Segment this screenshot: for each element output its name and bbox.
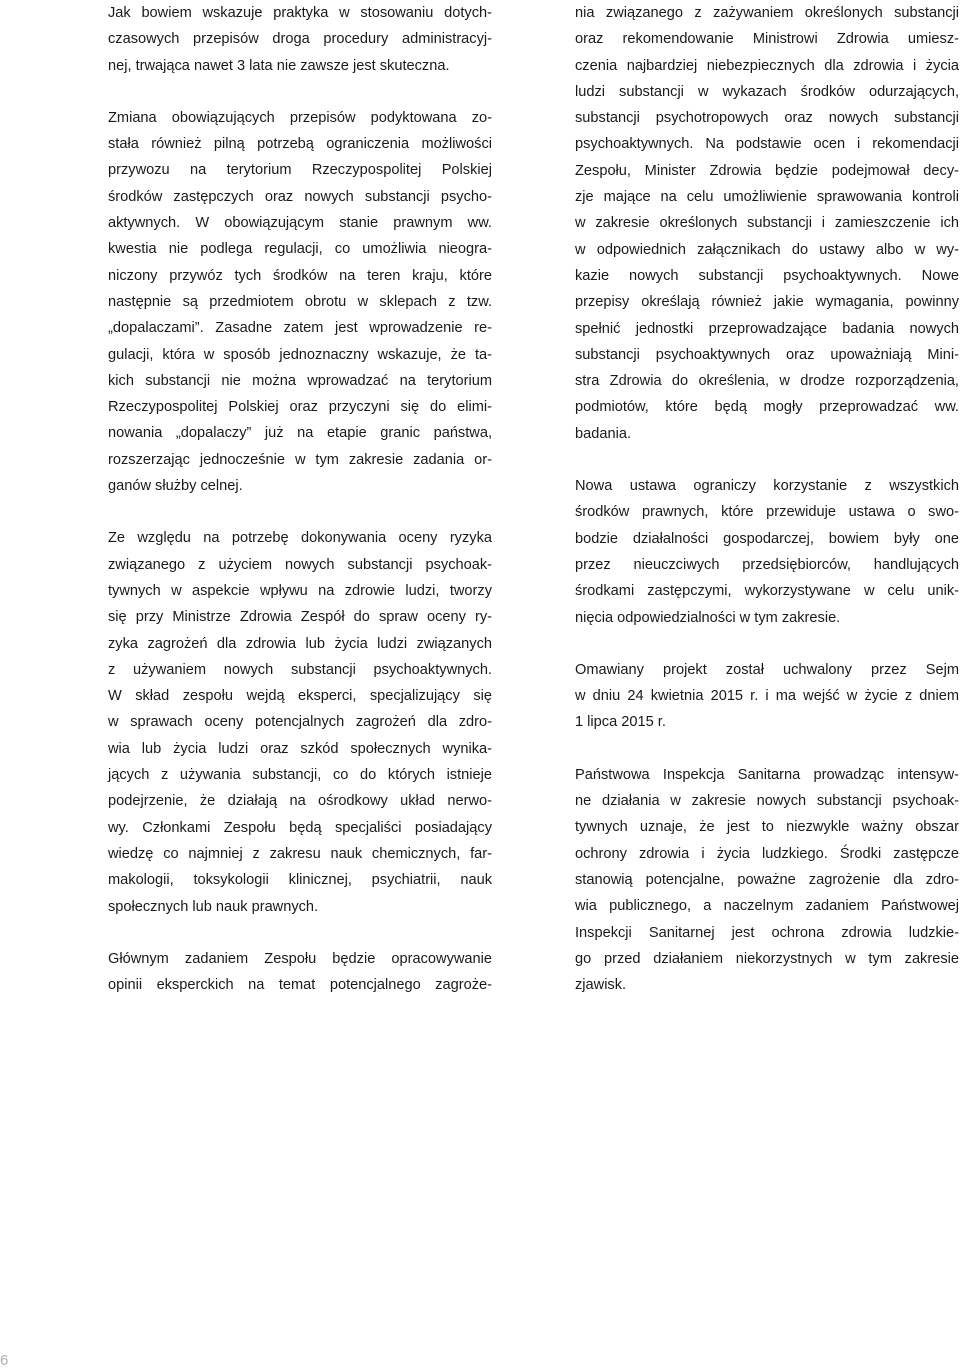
text-line: przepisy określają również jakie wymagania, powinny (575, 294, 959, 311)
text-line: opinii eksperckich na temat potencjalnego zagroże- (108, 977, 492, 994)
left-paragraph-3 (108, 525, 492, 919)
right-paragraph-4 (575, 762, 959, 999)
text-line: Ze względu na potrzebę dokonywania oceny ryzyka (108, 530, 492, 547)
text-line: wia lub życia ludzi oraz szkód społecznych wynika- (108, 740, 492, 757)
text-line: Rzeczypospolitej Polskiej oraz przyczyni się do elimi- (108, 399, 492, 416)
text-line: ochrony zdrowia i życia ludzkiego. Środki zastępcze (575, 845, 959, 862)
text-line: Inspekcji Sanitarnej jest ochrona zdrowia ludzkie- (575, 924, 959, 941)
text-line: stanowią potencjalne, poważne zagrożenie dla zdro- (575, 871, 959, 888)
text-line: czenia najbardziej niebezpiecznych dla zdrowia i życia (575, 57, 959, 74)
right-paragraph-3 (575, 657, 959, 736)
text-line: rozszerzając jednocześnie w tym zakresie zadania or- (108, 451, 492, 468)
text-line: przywozu na terytorium Rzeczypospolitej Polskiej (108, 162, 492, 179)
text-line: środków zastępczych oraz nowych substancji psycho- (108, 188, 492, 205)
text-line: Omawiany projekt został uchwalony przez Sejm (575, 661, 959, 678)
text-line: zyka zagrożeń dla zdrowia lub życia ludzi związanych (108, 635, 492, 652)
right-text-column (575, 0, 959, 1024)
text-line: ganów służby celnej. (108, 478, 243, 495)
text-line: substancji psychotropowych oraz nowych substancji (575, 110, 959, 127)
text-line: makologii, toksykologii klinicznej, psychiatrii, nauk (108, 872, 492, 889)
text-line: podejrzenie, że działają na ośrodkowy układ nerwo- (108, 793, 492, 810)
text-line: z używaniem nowych substancji psychoaktywnych. (108, 661, 492, 678)
text-line: środków prawnych, które przewiduje ustawa o swo- (575, 504, 959, 521)
text-line: aktywnych. W obowiązującym stanie prawnym ww. (108, 215, 492, 232)
text-line: kazie nowych substancji psychoaktywnych. Nowe (575, 267, 959, 284)
page-number: 6 (0, 1352, 9, 1369)
right-paragraph-2 (575, 473, 959, 631)
text-line: zjawisk. (575, 977, 627, 994)
text-line: Głównym zadaniem Zespołu będzie opracowywanie (108, 950, 492, 967)
text-line: go przed działaniem niekorzystnych w tym zakresie (575, 950, 959, 967)
left-paragraph-1 (108, 0, 492, 79)
right-paragraph-1 (575, 0, 959, 447)
text-line: nej, trwająca nawet 3 lata nie zawsze jest skuteczna. (108, 57, 450, 74)
text-line: następnie są przedmiotem obrotu w sklepach z tzw. (108, 293, 492, 310)
text-line: niczony przywóz tych środków na teren kraju, które (108, 267, 492, 284)
text-line: tywnych w aspekcie wpływu na zdrowie ludzi, tworzy (108, 582, 492, 599)
text-line: 1 lipca 2015 r. (575, 714, 666, 731)
text-line: społecznych lub nauk prawnych. (108, 898, 319, 915)
text-line: W skład zespołu wejdą eksperci, specjalizujący się (108, 688, 492, 705)
text-line: wia publicznego, a naczelnym zadaniem Państwowej (575, 898, 959, 915)
text-line: stała również pilną potrzebą ograniczenia możliwości (108, 136, 492, 153)
text-line: tywnych uznaje, że jest to niezwykle ważny obszar (575, 819, 959, 836)
text-line: kwestia nie podlega regulacji, co umożliwia nieogra- (108, 241, 492, 258)
text-line: Zmiana obowiązujących przepisów podyktowana zo- (108, 109, 492, 126)
left-text-column (108, 0, 492, 1024)
text-line: wiedzę co najmniej z zakresu nauk chemicznych, far- (108, 845, 492, 862)
text-line: Zespołu, Minister Zdrowia będzie podejmował decy- (575, 162, 959, 179)
text-line: nięcia odpowiedzialności w tym zakresie. (575, 609, 841, 626)
text-line: substancji psychoaktywnych oraz upoważniają Mini- (575, 346, 959, 363)
text-line: związanego z użyciem nowych substancji psychoak- (108, 556, 492, 573)
text-line: zje mające na celu umożliwienie sprawowania kontroli (575, 189, 959, 206)
left-paragraph-2 (108, 105, 492, 499)
text-line: Państwowa Inspekcja Sanitarna prowadząc intensyw- (575, 766, 959, 783)
text-line: bodzie działalności gospodarczej, bowiem były one (575, 530, 959, 547)
text-line: jących z używania substancji, co do których istnieje (108, 767, 492, 784)
text-line: Jak bowiem wskazuje praktyka w stosowaniu dotych- (108, 5, 492, 21)
text-line: się przy Ministrze Zdrowia Zespół do spraw oceny ry- (108, 609, 492, 626)
text-line: oraz rekomendowanie Ministrowi Zdrowia umiesz- (575, 31, 959, 48)
text-line: w odpowiednich załącznikach do ustawy albo w wy- (575, 241, 959, 258)
text-line: badania. (575, 425, 631, 442)
text-line: w dniu 24 kwietnia 2015 r. i ma wejść w życie z dniem (575, 688, 959, 705)
text-line: psychoaktywnych. Na podstawie ocen i rekomendacji (575, 136, 959, 153)
text-line: środkami zastępczymi, wykorzystywane w celu unik- (575, 583, 959, 600)
text-line: spełnić jednostki przeprowadzające badania nowych (575, 320, 959, 337)
text-line: gulacji, która w sposób jednoznaczny wskazuje, że ta- (108, 346, 492, 363)
left-paragraph-4 (108, 946, 492, 999)
text-line: przez nieuczciwych przedsiębiorców, handlujących (575, 556, 959, 573)
text-line: nia związanego z zażywaniem określonych substancji (575, 5, 959, 21)
text-line: ludzi substancji w wykazach środków odurzających, (575, 83, 959, 100)
text-line: Nowa ustawa ograniczy korzystanie z wszystkich (575, 478, 959, 495)
text-line: podmiotów, które będą mogły przeprowadzać ww. (575, 399, 959, 416)
text-line: w sprawach oceny potencjalnych zagrożeń dla zdro- (108, 714, 492, 731)
text-line: „dopalaczami”. Zasadne zatem jest wprowadzenie re- (108, 320, 492, 337)
text-line: w zakresie określonych substancji i zamieszczenie ich (575, 215, 959, 232)
text-line: stra Zdrowia do określenia, w drodze rozporządzenia, (575, 373, 959, 390)
text-line: nowania „dopalaczy” już na etapie granic państwa, (108, 425, 492, 442)
text-line: ne działania w zakresie nowych substancji psychoak- (575, 793, 959, 810)
text-line: kich substancji nie można wprowadzać na terytorium (108, 372, 492, 389)
text-line: wy. Członkami Zespołu będą specjaliści posiadający (108, 819, 492, 836)
text-line: czasowych przepisów droga procedury administracyj- (108, 31, 492, 48)
